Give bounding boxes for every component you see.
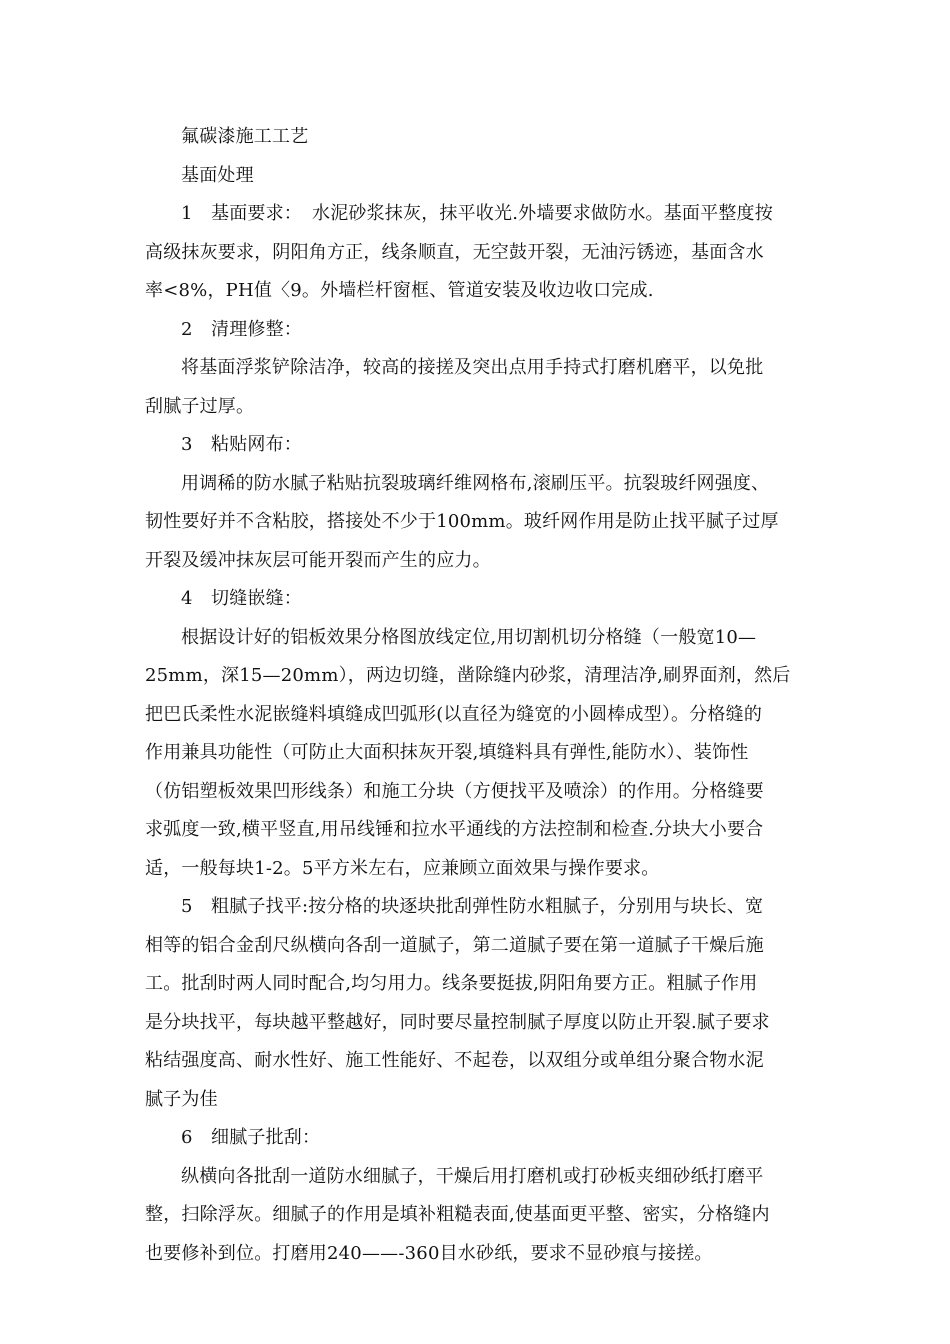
item-3-heading: [145, 426, 810, 465]
paragraph-line: 率<8%，PH值〈9。外墙栏杆窗框、管道安装及收边收口完成.: [145, 280, 654, 301]
item-number: 5: [181, 896, 193, 917]
paragraph-line: 把巴氏柔性水泥嵌缝料填缝成凹弧形(以直径为缝宽的小圆棒成型）。分格缝的: [145, 703, 763, 725]
paragraph-line: 整，扫除浮灰。细腻子的作用是填补粗糙表面,使基面更平整、密实，分格缝内: [145, 1204, 770, 1225]
item-number: 2: [181, 318, 193, 340]
item-title: 切缝嵌缝：: [211, 588, 302, 609]
paragraph-line: 腻子为佳: [145, 1088, 218, 1110]
document-title: 氟碳漆施工工艺: [181, 126, 309, 147]
paragraph-line: 开裂及缓冲抹灰层可能开裂而产生的应力。: [145, 549, 491, 571]
paragraph-line: 根据设计好的铝板效果分格图放线定位,用切割机切分格缝（一般宽10—: [181, 626, 757, 648]
item-6-heading: [145, 1119, 810, 1158]
paragraph-line: 相等的铝合金刮尺纵横向各刮一道腻子，第二道腻子要在第一道腻子干燥后施: [145, 934, 764, 956]
paragraph-line: 用调稀的防水腻子粘贴抗裂玻璃纤维网格布,滚刷压平。抗裂玻纤网强度、: [181, 472, 770, 494]
paragraph-line: 将基面浮浆铲除洁净，较高的接搓及突出点用手持式打磨机磨平，以免批: [181, 357, 764, 378]
item-2-heading: [145, 311, 810, 350]
item-title: 粗腻子找平:按分格的块逐块批刮弹性防水粗腻子，分别用与块长、宽: [211, 896, 764, 917]
item-title: 基面要求：: [211, 203, 302, 224]
paragraph-line: 高级抹灰要求，阴阳角方正，线条顺直，无空鼓开裂，无油污锈迹，基面含水: [145, 241, 764, 263]
paragraph-line: 作用兼具功能性（可防止大面积抹灰开裂,填缝料具有弹性,能防水）、装饰性: [145, 742, 749, 763]
item-5-heading: [145, 888, 810, 927]
paragraph-line: 粘结强度高、耐水性好、施工性能好、不起卷，以双组分或单组分聚合物水泥: [145, 1050, 764, 1071]
item-number: 3: [181, 434, 193, 455]
paragraph-line: 刮腻子过厚。: [145, 395, 255, 417]
paragraph-line: 25mm，深15—20mm），两边切缝，凿除缝内砂浆，清理洁净,刷界面剂，然后: [145, 665, 791, 686]
paragraph-line: 求弧度一致,横平竖直,用吊线锤和拉水平通线的方法控制和检查.分块大小要合: [145, 819, 764, 840]
section-heading: 基面处理: [181, 164, 254, 186]
item-number: 6: [181, 1127, 193, 1148]
paragraph-line: 也要修补到位。打磨用240——-360目水砂纸，要求不显砂痕与接搓。: [145, 1242, 713, 1264]
item-4-heading: [145, 580, 810, 619]
item-title: 清理修整：: [211, 318, 302, 340]
item-number: 4: [181, 588, 193, 609]
paragraph-line: 纵横向各批刮一道防水细腻子，干燥后用打磨机或打砂板夹细砂纸打磨平: [181, 1165, 764, 1187]
paragraph-line: 水泥砂浆抹灰，抹平收光.外墙要求做防水。基面平整度按: [312, 203, 773, 224]
item-title: 细腻子批刮：: [211, 1127, 321, 1148]
paragraph-line: 韧性要好并不含粘胶，搭接处不少于100mm。玻纤网作用是防止找平腻子过厚: [145, 511, 779, 532]
paragraph-line: 是分块找平，每块越平整越好，同时要尽量控制腻子厚度以防止开裂.腻子要求: [145, 1011, 770, 1033]
paragraph-line: 工。批刮时两人同时配合,均匀用力。线条要挺拔,阴阳角要方正。粗腻子作用: [145, 973, 758, 994]
document-body: [145, 118, 810, 1273]
item-title: 粘贴网布：: [211, 434, 302, 455]
paragraph-line: （仿铝塑板效果凹形线条）和施工分块（方便找平及喷涂）的作用。分格缝要: [145, 780, 764, 802]
item-number: 1: [181, 203, 193, 224]
paragraph-line: 适，一般每块1-2。5平方米左右，应兼顾立面效果与操作要求。: [145, 857, 660, 879]
item-1-heading: [145, 195, 810, 234]
